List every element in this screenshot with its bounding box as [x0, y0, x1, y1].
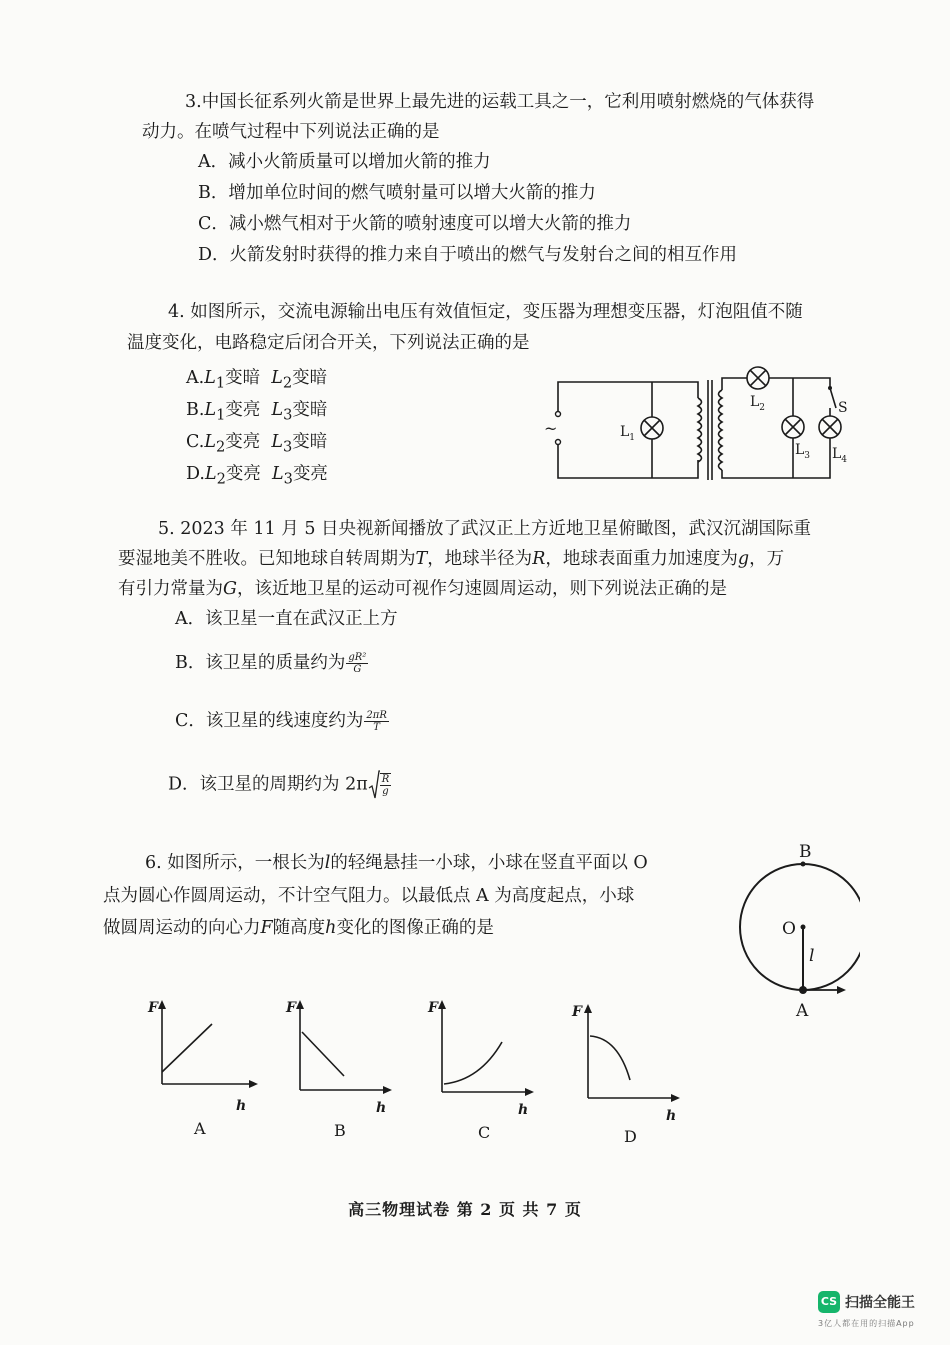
q6-line2: 点为圆心作圆周运动，不计空气阻力。以最低点 A 为高度起点，小球: [103, 886, 635, 906]
switch-blade: [830, 388, 836, 408]
camscanner-name: 扫描全能王: [845, 1295, 915, 1311]
q6-line1: 6. 如图所示，一根长为l的轻绳悬挂一小球，小球在竖直平面以 O: [145, 853, 648, 873]
secondary-wire-bottom: [722, 438, 830, 478]
q4-option-b: $B.L_1$变亮 $L_3$变暗: [186, 400, 328, 424]
graph-c-x-label: h: [518, 1102, 529, 1118]
primary-coil: [698, 398, 702, 462]
q4-option-c: $C.L_2$变亮 $L_3$变暗: [186, 432, 328, 456]
label-a: A: [796, 1001, 809, 1020]
q3-option-a: A．减小火箭质量可以增加火箭的推力: [198, 152, 491, 172]
graph-a-curve: [162, 1024, 212, 1072]
q6-graph-c: [420, 992, 550, 1142]
label-o: O: [782, 919, 796, 939]
label-l: l: [809, 946, 815, 966]
circular-path: [740, 864, 860, 990]
velocity-arrowhead: [837, 986, 846, 994]
q5-line2: 要湿地美不胜收。已知地球自转周期为T，地球半径为R，地球表面重力加速度为g，万: [118, 549, 785, 569]
label-b: B: [799, 842, 812, 862]
graph-a-x-label: h: [236, 1098, 247, 1114]
q3-option-c: C．减小燃气相对于火箭的喷射速度可以增大火箭的推力: [198, 214, 632, 234]
graph-c-label: C: [478, 1123, 491, 1142]
graph-d-x-label: h: [666, 1108, 677, 1124]
secondary-coil: [719, 390, 723, 470]
camscanner-tagline: 3亿人都在用的扫描App: [818, 1319, 915, 1328]
q4-circuit-diagram: [540, 360, 860, 490]
graph-b-y-label: F: [286, 1000, 296, 1016]
source-terminal-bottom: [556, 440, 561, 445]
graph-b-x-label: h: [376, 1100, 387, 1116]
center-point: [801, 925, 806, 930]
l3-label: $L_3$: [795, 442, 811, 461]
page-footer: 高三物理试卷 第 2 页 共 7 页: [348, 1200, 582, 1219]
primary-wire-bottom: [558, 442, 698, 478]
graph-a-y-label: F: [148, 1000, 158, 1016]
source-terminal-top: [556, 412, 561, 417]
q6-graph-b: [278, 992, 408, 1142]
q5-line1: 5. 2023 年 11 月 5 日央视新闻播放了武汉正上方近地卫星俯瞰图，武汉沉湖国际重: [158, 519, 812, 539]
q6-line3: 做圆周运动的向心力F随高度h变化的图像正确的是: [103, 918, 494, 938]
q6-graph-a: [140, 992, 270, 1142]
camscanner-logo: CS: [818, 1291, 840, 1313]
graph-a-label: A: [194, 1119, 206, 1138]
graph-b-label: B: [334, 1121, 346, 1140]
primary-wire-top: [558, 382, 698, 412]
q3-line2: 动力。在喷气过程中下列说法正确的是: [142, 122, 440, 142]
q4-line2: 温度变化，电路稳定后闭合开关，下列说法正确的是: [127, 333, 530, 353]
switch-label: S: [838, 400, 848, 416]
q3-option-b: B．增加单位时间的燃气喷射量可以增大火箭的推力: [198, 183, 596, 203]
q5-option-d: D．该卫星的周期约为 2π $\frac{R}{g}$: [168, 770, 391, 800]
graph-d-label: D: [624, 1127, 637, 1146]
q3-option-d: D．火箭发射时获得的推力来自于喷出的燃气与发射台之间的相互作用: [198, 245, 738, 265]
top-point: [801, 862, 806, 867]
q6-circle-diagram: [730, 835, 860, 1020]
q6-graph-d: [566, 996, 696, 1146]
graph-c-y-label: F: [428, 1000, 438, 1016]
secondary-wire-top: [722, 378, 747, 390]
source-symbol: ~: [544, 419, 558, 438]
q4-line1: 4. 如图所示，交流电源输出电压有效值恒定，变压器为理想变压器，灯泡阻值不随: [168, 302, 803, 322]
q4-option-a: $A.L_1$变暗 $L_2$变暗: [186, 368, 328, 392]
graph-d-curve: [590, 1036, 630, 1080]
graph-b-curve: [302, 1032, 344, 1076]
l4-label: $L_4$: [832, 446, 848, 465]
q5-option-b: B．该卫星的质量约为 $\frac{\text{gR²}}{G}$: [175, 652, 367, 675]
l2-label: $L_2$: [750, 394, 766, 413]
graph-d-y-label: F: [572, 1004, 582, 1020]
secondary-wire-top-right: [769, 378, 830, 388]
q5-option-a: A．该卫星一直在武汉正上方: [175, 609, 398, 629]
q3-line1: 3.中国长征系列火箭是世界上最先进的运载工具之一，它利用喷射燃烧的气体获得: [185, 92, 815, 112]
q4-option-d: $D.L_2$变亮 $L_3$变亮: [186, 464, 328, 488]
graph-c-curve: [444, 1042, 502, 1084]
l1-label: $L_1$: [620, 424, 636, 443]
q5-line3: 有引力常量为G，该近地卫星的运动可视作匀速圆周运动，则下列说法正确的是: [118, 579, 727, 599]
q5-option-c: C．该卫星的线速度约为 $\frac{2\pi R}{T}$: [175, 710, 387, 733]
